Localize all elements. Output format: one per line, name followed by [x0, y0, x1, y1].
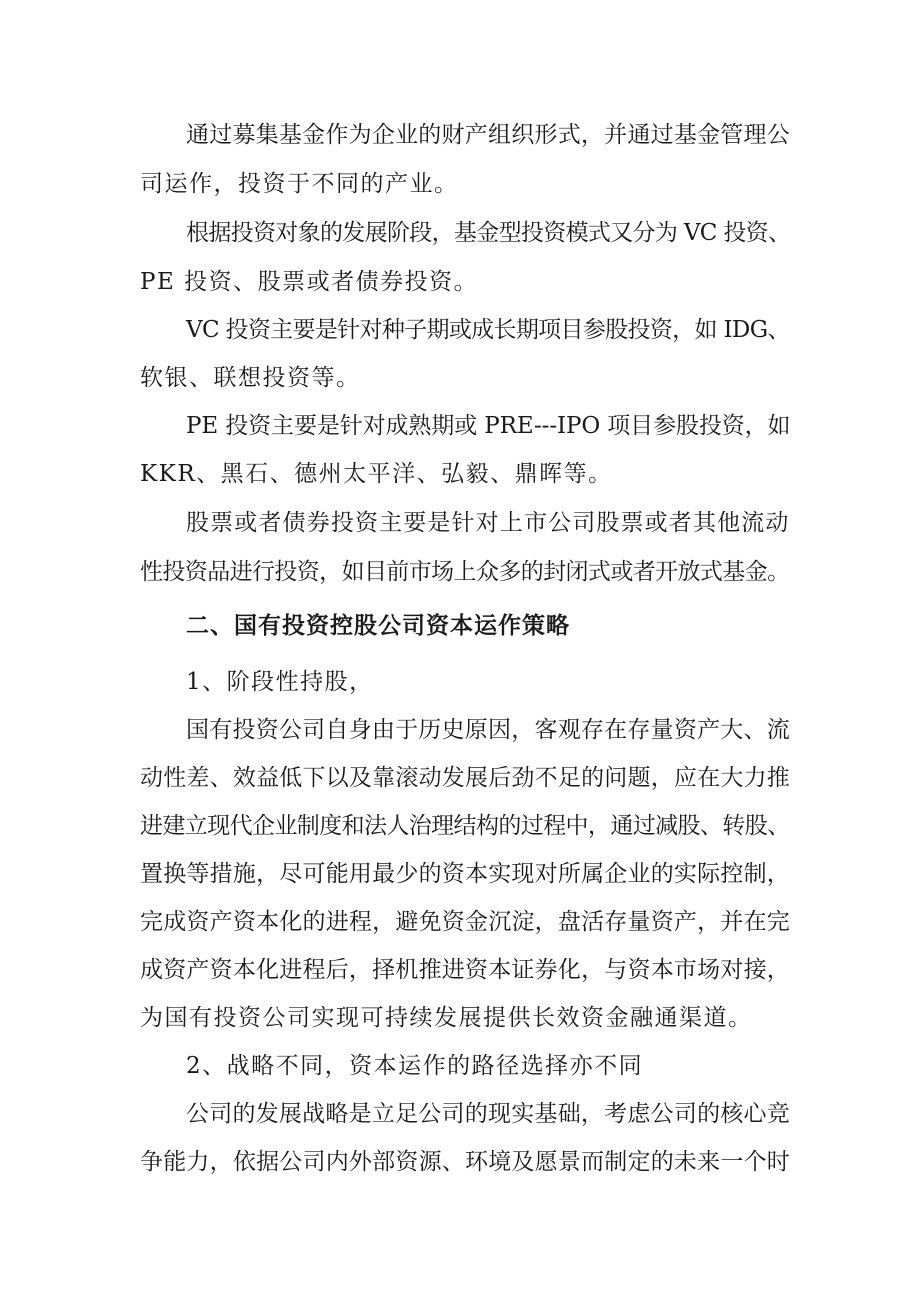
paragraph-pe-line-2: KKR、黑石、德州太平洋、弘毅、鼎晖等。	[140, 461, 613, 487]
subsection-2-title: 2、战略不同，资本运作的路径选择亦不同	[186, 1053, 644, 1079]
subsection-1-line-5: 完成资产资本化的进程，避免资金沉淀，盘活存量资产，并在完	[140, 909, 790, 935]
paragraph-pe-line-1: PE 投资主要是针对成熟期或 PRE---IPO 项目参股投资，如	[186, 413, 791, 439]
paragraph-vc-line-2: 软银、联想投资等。	[140, 365, 361, 391]
subsection-1-title: 1、阶段性持股，	[186, 669, 374, 695]
subsection-1-line-3: 进建立现代企业制度和法人治理结构的过程中，通过减股、转股、	[140, 813, 790, 839]
subsection-2-line-1: 公司的发展战略是立足公司的现实基础，考虑公司的核心竞	[186, 1101, 790, 1127]
paragraph-vc-line-1: VC 投资主要是针对种子期或成长期项目参股投资，如 IDG、	[186, 317, 790, 343]
section-heading: 二、国有投资控股公司资本运作策略	[186, 613, 570, 639]
subsection-1-line-1: 国有投资公司自身由于历史原因，客观存在存量资产大、流	[186, 717, 790, 743]
subsection-1-line-2: 动性差、效益低下以及靠滚动发展后劲不足的问题，应在大力推	[140, 765, 790, 791]
subsection-1-line-6: 成资产资本化进程后，择机推进资本证券化，与资本市场对接，	[140, 957, 790, 983]
subsection-1-line-7: 为国有投资公司实现可持续发展提供长效资金融通渠道。	[140, 1005, 753, 1031]
subsection-2-line-2: 争能力，依据公司内外部资源、环境及愿景而制定的未来一个时	[140, 1149, 790, 1175]
paragraph-fund-org-line-2: 司运作，投资于不同的产业。	[140, 171, 459, 197]
paragraph-fund-org-line-1: 通过募集基金作为企业的财产组织形式，并通过基金管理公	[186, 122, 790, 148]
paragraph-stock-bond-line-1: 股票或者债券投资主要是针对上市公司股票或者其他流动	[186, 510, 790, 536]
paragraph-fund-types-line-1: 根据投资对象的发展阶段，基金型投资模式又分为 VC 投资、	[186, 220, 791, 246]
paragraph-fund-types-line-2: PE 投资、股票或者债券投资。	[140, 269, 479, 295]
subsection-1-line-4: 置换等措施，尽可能用最少的资本实现对所属企业的实际控制，	[140, 861, 790, 887]
paragraph-stock-bond-line-2: 性投资品进行投资，如目前市场上众多的封闭式或者开放式基金。	[140, 559, 790, 585]
